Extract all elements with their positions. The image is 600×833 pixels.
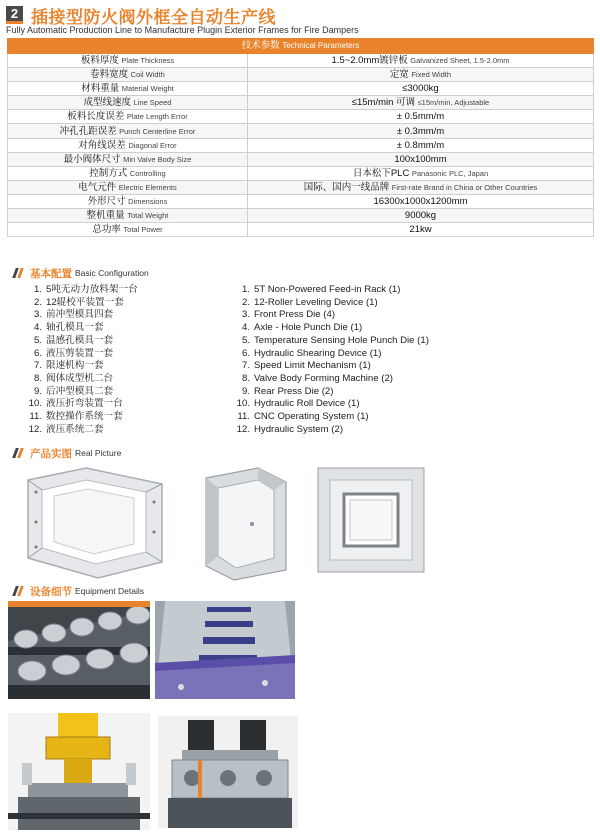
config-item-text: 温感孔模具一套 <box>46 334 114 346</box>
param-label <box>8 223 248 237</box>
tech-params-row <box>8 54 594 68</box>
tech-params-header <box>8 39 594 54</box>
param-value-zh: ± 0.3mm/m <box>396 125 445 137</box>
section-number-badge: 2 <box>6 6 23 24</box>
param-label-en: Electric Elements <box>118 182 177 192</box>
config-item-text: 5T Non-Powered Feed-in Rack (1) <box>254 284 401 295</box>
config-item-text: Front Press Die (4) <box>254 309 336 321</box>
config-item-text: 12-Roller Leveling Device (1) <box>254 296 378 308</box>
param-value-en: ≤15m/min, Adjustable <box>417 98 490 108</box>
param-value-en: Panasonic PLC, Japan <box>411 168 489 178</box>
config-item <box>232 322 429 335</box>
param-label <box>8 68 248 82</box>
real-picture-title-en: Real Picture <box>75 448 122 458</box>
param-value <box>248 124 594 138</box>
param-label-zh: 材料重量 <box>81 83 120 95</box>
config-item-number: 1. <box>241 284 250 295</box>
tech-params-title-zh: 技术参数 <box>241 40 280 51</box>
config-item-number: 7. <box>241 360 250 372</box>
param-value <box>248 110 594 124</box>
config-item <box>24 284 138 297</box>
param-label-zh: 外形尺寸 <box>87 195 126 207</box>
equipment-photo-plate <box>155 601 295 699</box>
config-item-number: 4. <box>33 322 42 334</box>
config-item-number: 6. <box>241 347 250 359</box>
param-value <box>248 68 594 82</box>
param-value-en: First-rate Brand in China or Other Countries <box>391 182 538 192</box>
config-item <box>232 424 429 437</box>
config-item-number: 2. <box>33 296 42 308</box>
param-value <box>248 180 594 194</box>
config-item-text: Axle - Hole Punch Die (1) <box>254 322 363 334</box>
param-value-zh: 100x100mm <box>394 153 447 165</box>
param-value <box>248 166 594 180</box>
config-item-number: 11. <box>237 411 250 423</box>
tech-params-row <box>8 209 594 223</box>
equipment-photo-press-yellow <box>8 713 150 830</box>
config-item <box>232 398 429 411</box>
tech-params-row <box>8 180 594 194</box>
tech-params-row <box>8 124 594 138</box>
config-item <box>24 322 138 335</box>
config-item-number: 5. <box>33 334 42 346</box>
config-item-text: Speed Limit Mechanism (1) <box>254 360 371 372</box>
config-item-number: 3. <box>33 309 42 321</box>
page-subtitle: Fully Automatic Production Line to Manufacture Plugin Exterior Frames for Fire Dampers <box>6 25 359 35</box>
equipment-title-zh: 设备细节 <box>30 585 72 598</box>
param-value-en: Galvanized Sheet, 1.5-2.0mm <box>410 56 510 66</box>
param-value-zh: ± 0.5mm/m <box>396 111 445 123</box>
param-value <box>248 194 594 208</box>
stripe-icon <box>14 268 26 279</box>
param-value <box>248 209 594 223</box>
param-label-zh: 整机重量 <box>86 210 125 222</box>
param-value <box>248 82 594 96</box>
param-label <box>8 194 248 208</box>
tech-params-row <box>8 110 594 124</box>
tech-params-row <box>8 68 594 82</box>
equipment-photo-machine <box>158 716 298 828</box>
config-item <box>24 309 138 322</box>
config-item-number: 10. <box>28 398 42 410</box>
param-label-en: Coil Width <box>130 70 165 80</box>
param-label <box>8 152 248 166</box>
config-item <box>232 348 429 361</box>
config-item <box>24 348 138 361</box>
config-item <box>232 335 429 348</box>
param-label-zh: 成型线速度 <box>83 97 132 109</box>
config-item <box>24 386 138 399</box>
param-label-en: Min Valve Body Size <box>123 154 192 164</box>
config-item-text: Hydraulic Roll Device (1) <box>254 398 360 410</box>
param-label-zh: 对角线误差 <box>78 139 126 151</box>
param-label-en: Total Weight <box>127 211 169 221</box>
param-label <box>8 110 248 124</box>
param-value-zh: ≤3000kg <box>402 83 439 95</box>
config-item <box>24 335 138 348</box>
config-item-number: 2. <box>241 296 250 308</box>
param-label-en: Controlling <box>129 168 166 178</box>
param-value-zh: 日本松下PLC <box>352 167 410 179</box>
param-label-zh: 电气元件 <box>78 181 117 193</box>
config-item <box>232 373 429 386</box>
basic-config-title-en: Basic Configuration <box>75 268 149 278</box>
config-item-text: Valve Body Forming Machine (2) <box>254 372 393 384</box>
config-item <box>232 360 429 373</box>
config-item <box>232 284 429 297</box>
config-item-number: 9. <box>241 385 250 397</box>
config-item-text: Hydraulic System (2) <box>254 423 344 435</box>
config-item-number: 12. <box>28 423 42 435</box>
param-value-zh: 9000kg <box>404 210 437 222</box>
param-value <box>248 152 594 166</box>
param-label <box>8 124 248 138</box>
config-item-number: 5. <box>241 334 250 346</box>
config-item-text: 液压折弯装置一台 <box>46 398 123 410</box>
param-label <box>8 96 248 110</box>
config-item-text: 前冲型模具四套 <box>46 309 114 321</box>
config-item <box>24 373 138 386</box>
param-value <box>248 138 594 152</box>
config-item-number: 11. <box>29 411 42 423</box>
config-item-text: 阀体成型机二台 <box>46 372 114 384</box>
tech-params-table <box>7 38 594 237</box>
config-item-number: 3. <box>241 309 250 321</box>
config-item <box>232 297 429 310</box>
product-photo-frame-3 <box>308 462 432 580</box>
param-label-zh: 板料长度误差 <box>67 111 125 123</box>
tech-params-row <box>8 152 594 166</box>
param-value-zh: 国际、国内一线品牌 <box>303 181 390 193</box>
config-item-text: 12辊校平装置一套 <box>46 296 124 308</box>
config-item-text: Rear Press Die (2) <box>254 385 334 397</box>
config-item-text: 轴孔模具一套 <box>46 322 104 334</box>
param-label <box>8 54 248 68</box>
product-photo-frame-2 <box>188 458 298 586</box>
param-value-en: Fixed Width <box>411 70 452 80</box>
param-value <box>248 96 594 110</box>
param-value <box>248 54 594 68</box>
param-label-zh: 冲孔孔距误差 <box>59 125 117 137</box>
config-item-number: 8. <box>33 372 42 384</box>
config-item <box>24 411 138 424</box>
param-label <box>8 180 248 194</box>
param-label-en: Dimensions <box>128 196 168 206</box>
config-item <box>24 297 138 310</box>
tech-params-row <box>8 223 594 237</box>
param-value-zh: 16300x1000x1200mm <box>373 195 468 207</box>
config-item-text: 5吨无动力放料架一台 <box>46 284 138 295</box>
config-item <box>232 386 429 399</box>
basic-config-list-zh <box>24 284 138 436</box>
config-item <box>232 411 429 424</box>
config-item-number: 6. <box>33 347 42 359</box>
config-item-text: Hydraulic Shearing Device (1) <box>254 347 382 359</box>
config-item-number: 12. <box>236 423 250 435</box>
param-label <box>8 166 248 180</box>
param-label <box>8 209 248 223</box>
config-item-number: 8. <box>241 372 250 384</box>
param-value-zh: 1.5~2.0mm镀锌板 <box>331 55 408 67</box>
config-item-number: 10. <box>236 398 250 410</box>
config-item-number: 4. <box>241 322 250 334</box>
stripe-icon <box>14 586 26 597</box>
param-label-en: Punch Centerline Error <box>119 126 196 136</box>
basic-config-heading <box>14 266 149 280</box>
param-label-en: Total Power <box>123 225 163 235</box>
param-label-en: Material Weight <box>121 84 174 94</box>
stripe-icon <box>14 448 26 459</box>
config-item <box>24 424 138 437</box>
config-item-number: 9. <box>33 385 42 397</box>
real-picture-title-zh: 产品实图 <box>30 447 72 460</box>
tech-params-row <box>8 96 594 110</box>
config-item-text: 数控操作系统一套 <box>46 411 123 423</box>
tech-params-row <box>8 166 594 180</box>
tech-params-row <box>8 194 594 208</box>
config-item-text: 后冲型模具二套 <box>46 385 114 397</box>
config-item <box>232 309 429 322</box>
param-label-en: Line Speed <box>133 98 172 108</box>
config-item-text: 限速机构一套 <box>46 360 104 372</box>
param-label-zh: 总功率 <box>92 224 121 236</box>
product-photo-frame-1 <box>16 462 172 582</box>
param-label-en: Plate Thickness <box>121 56 175 66</box>
config-item-text: Temperature Sensing Hole Punch Die (1) <box>254 334 429 346</box>
param-value-zh: 21kw <box>409 224 432 236</box>
tech-params-row <box>8 138 594 152</box>
equipment-title-en: Equipment Details <box>75 586 144 596</box>
param-value <box>248 223 594 237</box>
param-value-zh: ± 0.8mm/m <box>396 139 445 151</box>
config-item-number: 1. <box>33 284 42 295</box>
equipment-photo-rollers <box>8 601 150 699</box>
page-title: 插接型防火阀外框全自动生产线 <box>31 7 276 27</box>
param-label-en: Plate Length Error <box>126 112 188 122</box>
param-label-zh: 最小阀体尺寸 <box>63 153 121 165</box>
param-label <box>8 82 248 96</box>
param-value-zh: 定宽 <box>389 69 409 81</box>
config-item <box>24 360 138 373</box>
config-item-text: 液压剪装置一套 <box>46 347 114 359</box>
tech-params-title-en: Technical Parameters <box>282 41 360 50</box>
real-picture-heading <box>14 446 121 460</box>
equipment-heading <box>14 584 144 598</box>
config-item-text: CNC Operating System (1) <box>254 411 369 423</box>
config-item-text: 液压系统二套 <box>46 423 104 435</box>
config-item <box>24 398 138 411</box>
page-header <box>6 4 276 26</box>
param-label <box>8 138 248 152</box>
tech-params-row <box>8 82 594 96</box>
param-label-en: Diagonal Error <box>128 140 177 150</box>
param-label-zh: 控制方式 <box>89 167 128 179</box>
basic-config-title-zh: 基本配置 <box>30 267 72 280</box>
basic-config-list-en <box>232 284 429 436</box>
param-label-zh: 卷料宽度 <box>90 69 129 81</box>
param-label-zh: 板料厚度 <box>80 55 119 67</box>
config-item-number: 7. <box>33 360 42 372</box>
param-value-zh: ≤15m/min 可调 <box>351 97 416 109</box>
